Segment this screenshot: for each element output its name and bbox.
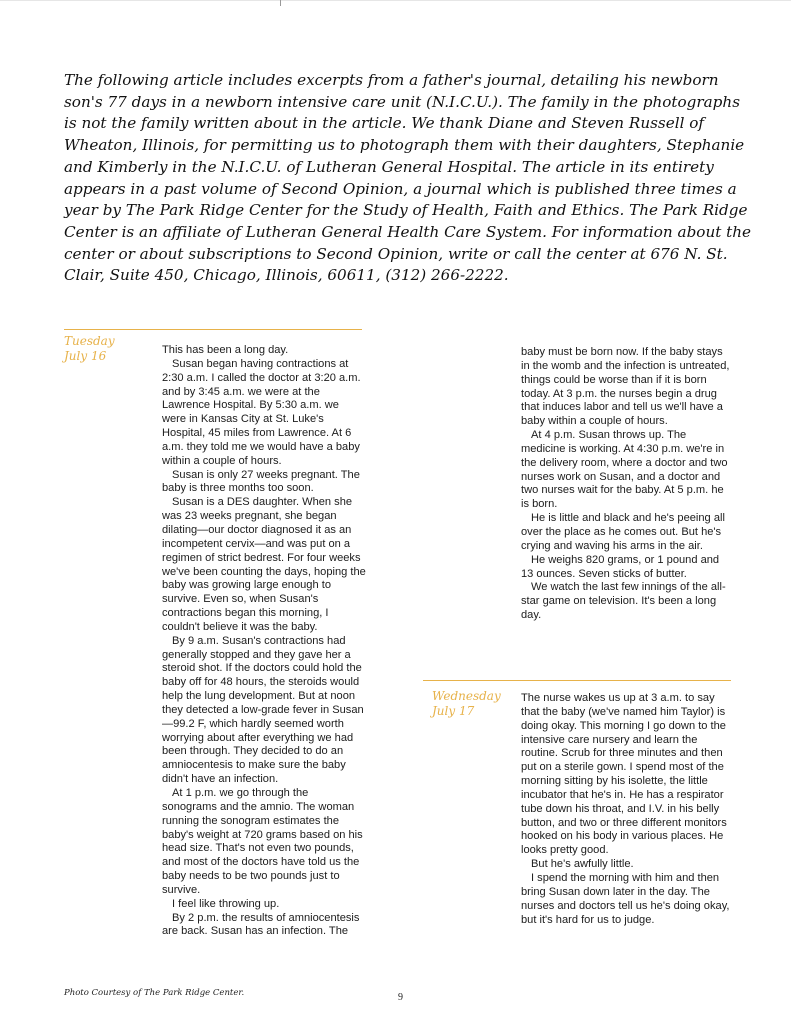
paragraph: By 9 a.m. Susan's contractions had generally stopped and they gave her a steroid shot. If the doctors could hold the baby off for 48 hours, the steroids would help the lung development. But at noon they detected a low-grade fever in Susan—99.2 F, which hardly seemed worth worrying about after everything we had been through. They decided to do an amniocentesis to make sure the baby didn't have an infection. — [162, 634, 364, 786]
paragraph: He is little and black and he's peeing all over the place as he comes out. But he's crying and waving his arms in the air. — [521, 512, 725, 552]
paragraph: By 2 p.m. the results of amniocentesis are back. Susan has an infection. The — [162, 911, 360, 938]
entry-body-column-1 — [162, 344, 366, 939]
entry-date: July 16 — [64, 349, 107, 363]
intro-paragraph: The following article includes excerpts from a father's journal, detailing his newborn son's 77 days in a newborn intensive care unit (N.I.C.U.). The family in the photographs is not the family written about in the article. We thank Diane and Steven Russell of Wheaton, Illinois, for permitting us to photograph them with their daughters, Stephanie and Kimberly in the N.I.C.U. of Lutheran General Hospital. The article in its entirety appears in a past volume of Second Opinion, a journal which is published three times a year by The Park Ridge Center for the Study of Health, Faith and Ethics. The Park Ridge Center is an affiliate of Lutheran General Health Care System. For information about the center or about subscriptions to Second Opinion, write or call the center at 676 N. St. Clair, Suite 450, Chicago, Illinois, 60611, (312) 266-2222. — [64, 71, 752, 285]
paragraph: He weighs 820 grams, or 1 pound and 13 ounces. Seven sticks of butter. — [521, 553, 720, 580]
paragraph: But he's awfully little. — [531, 858, 634, 871]
paragraph: Susan is a DES daughter. When she was 23 weeks pregnant, she began dilating—our doctor diagnosed it as an incompetent cervix—and was put on a regimen of strict bedrest. For four weeks we've been counting the days, hoping the baby was growing large enough to survive. Even so, when Susan's contractions began this morning, I couldn't believe it was the baby. — [162, 496, 366, 633]
entry-body-column-2b — [521, 692, 733, 927]
paragraph: I spend the morning with him and then bring Susan down later in the day. The nurses and doctors tell us he's doing okay, but it's hard for us to judge. — [521, 871, 730, 926]
paragraph: The nurse wakes us up at 3 a.m. to say that the baby (we've named him Taylor) is doing okay. This morning I go down to the intensive care nursery and learn the routine. Scrub for three minutes and then put on a sterile gown. I spend most of the morning sitting by his isolette, the little incubator that he's in. He has a respirator tube down his throat, and I.V. in his belly button, and two or three different monitors hooked on his body in various places. He looks pretty good. — [521, 692, 727, 857]
paragraph: baby must be born now. If the baby stays in the womb and the infection is untreated, things could be worse than if it is born today. At 3 p.m. the nurses begin a drug that induces labor and tell us we'll have a baby within a couple of hours. — [521, 346, 730, 428]
entry-weekday: Wednesday — [432, 689, 501, 703]
paragraph: I feel like throwing up. — [172, 897, 280, 910]
paragraph: We watch the last few innings of the all-star game on television. It's been a long day. — [521, 581, 726, 622]
entry-body-column-2 — [521, 346, 733, 623]
entry-divider-rule — [423, 680, 731, 681]
paragraph: This has been a long day. — [162, 344, 289, 356]
top-edge-rule — [0, 0, 791, 1]
entry-date: July 17 — [432, 704, 475, 718]
photo-credit: Photo Courtesy of The Park Ridge Center. — [64, 988, 245, 998]
paragraph: Susan is only 27 weeks pregnant. The baby is three months too soon. — [162, 468, 360, 495]
paragraph: Susan began having contractions at 2:30 a.m. I called the doctor at 3:20 a.m. and by 3:45 a.m. we were at the Lawrence Hospital. By 5:30 a.m. we were in Kansas City at St. Luke's Hospital, 45 miles from Lawrence. At 6 a.m. they told me we would have a baby within a couple of hours. — [162, 357, 361, 467]
crop-mark — [280, 0, 281, 6]
paragraph: At 1 p.m. we go through the sonograms and the amnio. The woman running the sonogram estimates the baby's weight at 720 grams based on his head size. That's not even two pounds, and most of the doctors have told us the baby needs to be two pounds just to survive. — [162, 787, 363, 896]
entry-weekday: Tuesday — [64, 334, 115, 348]
entry-divider-rule — [64, 329, 362, 330]
page-number: 9 — [398, 992, 403, 1003]
paragraph: At 4 p.m. Susan throws up. The medicine is working. At 4:30 p.m. we're in the delivery room, where a doctor and two nurses work on Susan, and a doctor and two nurses wait for the baby. At 5 p.m. he is born. — [521, 429, 728, 511]
